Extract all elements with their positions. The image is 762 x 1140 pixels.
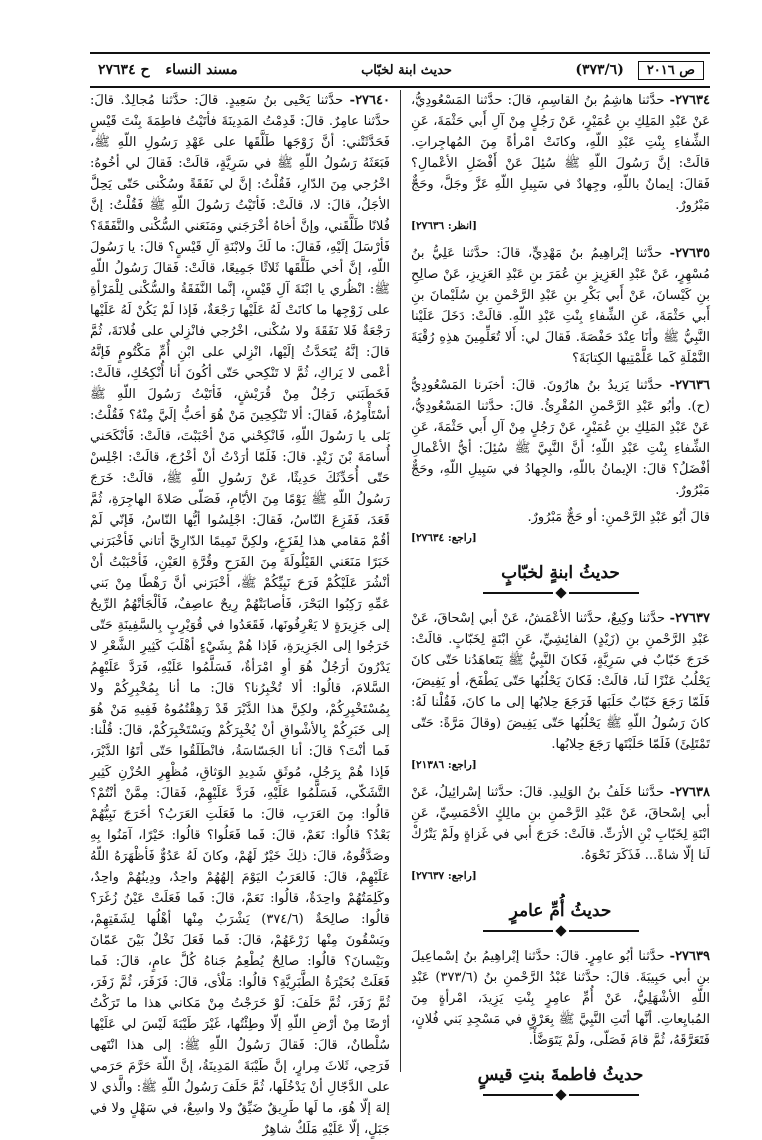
hadith-27638 [411,782,710,887]
hadith-text: حدَّثنا خَلَفُ بنُ الوَلِيدِ. قالَ: حدَّثنا إسْرائِيلُ، عَنْ أبي إسْحاقَ، عَنْ عَبْدِ الرَّحْمنِ بنِ مالِكٍ الأحْمَسِيِّ، عَنِ ابْنَةِ لِخَبّابِ بْنِ الأرَتِّ. قالَتْ: خَرَجَ أبي في غَزاةٍ ولَمْ يَتْرُكْ لَنا إلّا شاةً... فَذَكَرَ نَحْوَهُ. [411,785,710,863]
page-header [90,52,710,88]
hadith-27636 [411,375,710,501]
text-columns [90,90,710,1137]
hadith-text: حدَّثنا إبْراهِيمُ بنُ مَهْدِيٍّ، قالَ: حدَّثنا عَلِيُّ بنُ مُسْهِرٍ، عَنْ عَبْدِ العَزِيزِ بنِ عُمَرَ بنِ عَبْدِ العَزِيزِ، عَنْ صالِحِ بنِ كَيْسانَ، عَنْ أَبي بَكْرِ بنِ عَبْدِ الرَّحْمنِ بنِ سُلَيْمانَ بنِ أَبي حَثْمَةَ، عَنِ الشِّفاءِ بِنْتِ عَبْدِ اللّهِ. قالَتْ: دَخَلَ عَلَيْنا النَّبِيُّ ﷺ وأنَا عِنْدَ حَفْصَةَ. فَقالَ لي: أَلا تُعَلِّمِينَ هذِهِ رُقْيَةَ النَّمْلَةِ كَما عَلَّمْتِيها الكِتابَةَ؟ [411,246,710,366]
page-number: ص ٢٠١٦ [638,61,704,80]
hadith-27639 [411,946,710,1051]
cross-reference: [راجع: ٢٧٦٣٤] [411,532,477,544]
hadith-27634 [411,90,710,237]
hadith-number: ٢٧٦٣٩- [669,949,710,964]
hadith-number: ٢٧٦٤٠- [349,93,390,108]
hadith-tail: قالَ أبُو عَبْدِ الرَّحْمنِ: أو حَجٌّ مَبْرُورٌ. [527,510,710,525]
musnad-title: مسند النساء [165,62,238,78]
hadith-27637 [411,608,710,776]
ornament-line [483,1094,553,1096]
hadith-text: حدَّثنا هاشِمُ بنُ القاسِمِ، قالَ: حدَّثنا المَسْعُودِيُّ، عَنْ عَبْدِ المَلِكِ بنِ عُمَيْرٍ، عَنْ رَجُلٍ مِنْ آلِ أَبي حَثْمَةَ، عَنِ الشِّفاءِ بِنْتِ عَبْدِ اللّهِ، وكانَتْ امْرأةً مِنَ المُهاجِراتِ. قالَتْ: إنَّ رَسُولَ اللّهِ ﷺ سُئِلَ عَنْ أَفْضَلِ الأعْمالِ؟ فَقالَ: إيمانٌ باللّهِ، وجِهادٌ في سَبِيلِ اللّهِ عَزَّ وجَلَّ، وحَجٌّ مَبْرُورٌ. [411,93,710,213]
hadith-text: حدَّثنا يَحْيى بنُ سَعِيدٍ. قالَ: حدَّثنا مُجالِدٌ. قالَ: حدَّثنا عامِرٌ. قالَ: قَدِمْتُ المَدِينَةَ فأتَيْتُ فاطِمَةَ بِنْتَ قَيْسٍ فَحَدَّثَتْني: أنَّ زَوْجَها طَلَّقَها على عَهْدِ رَسُولِ اللّهِ ﷺ، فَبَعَثَهُ رَسُولُ اللّهِ ﷺ في سَرِيَّةٍ، قالَتْ: فَقالَ لي أخُوهُ: اخْرُجي مِنَ الدّارِ، فَقُلْتُ: إنَّ لي نَفَقَةً وسُكْنى حَتّى يَحِلَّ الأجَلُ، قالَ: لا، قالَتْ: فَأتَيْتُ رَسُولَ اللّهِ ﷺ فَقُلْتُ: إنَّ فُلانًا طَلَّقَني، وإنَّ أخاهُ أخْرَجَني ومَنَعَني السُّكْنى والنَّفَقَةَ؟ فَأرْسَلَ إلَيْهِ، فَقالَ: ما لَكَ ولابْنَةِ آلِ قَيْسٍ؟ قالَ: يا رَسُولَ اللّهِ، إنَّ أخي طَلَّقَها ثَلاثًا جَمِيعًا، قالَتْ: فَقالَ رَسُولُ اللّهِ ﷺ: انْظُري يا ابْنَةَ آلِ قَيْسٍ، إنَّما النَّفَقَةُ والسُّكْنى لِلْمَرْأةِ على زَوْجِها ما كانَتْ لَهُ عَلَيْها رَجْعَةٌ، فَإذا لَمْ يَكُنْ لَهُ عَلَيْها رَجْعَةٌ فَلا نَفَقَةَ ولا سُكْنى، اخْرُجي فانْزِلي على فُلانَةَ، ثُمَّ قالَ: إنَّهُ يُتَحَدَّثُ إلَيْها، انْزِلي على ابْنِ أُمِّ مَكْتُومٍ فَإنَّهُ أعْمى لا يَراكِ، ثُمَّ لا تَنْكِحي حَتّى أكُونَ أنا أُنْكِحُكِ، قالَتْ: فَخَطَبَني رَجُلٌ مِنْ قُرَيْشٍ، فَأتَيْتُ رَسُولَ اللّهِ ﷺ أسْتَأْمِرُهُ، فَقالَ: ألا تَنْكِحِينَ مَنْ هُوَ أحَبُّ إلَيَّ مِنْهُ؟ فَقُلْتُ: بَلى يا رَسُولَ اللّهِ، فَانْكِحْني مَنْ أحْبَبْتَ، قالَتْ: فَأنْكَحَني أُسامَةَ بْنَ زَيْدٍ. قالَ: فَلَمّا أرَدْتُ أنْ أخْرُجَ، قالَتْ: اجْلِسْ حَتّى أُحَدِّثَكَ حَدِيثًا، عَنْ رَسُولِ اللّهِ ﷺ، قالَتْ: خَرَجَ رَسُولُ اللّهِ ﷺ يَوْمًا مِنَ الأيّامِ، فَصَلّى صَلاةَ الهاجِرَةِ، ثُمَّ قَعَدَ، فَفَزِعَ النّاسُ، فَقالَ: اجْلِسُوا أيُّها النّاسُ، فَإنّي لَمْ أقُمْ مَقامي هذا لِفَزَعٍ، ولكِنَّ تَمِيمًا الدّارِيَّ أتاني فَأخْبَرَني خَبَرًا مَنَعَني القَيْلُولَةَ مِنَ الفَرَحِ وقُرَّةِ العَيْنِ، فَأحْبَبْتُ أنْ أنْشُرَ عَلَيْكُمْ فَرَحَ نَبِيِّكُمْ ﷺ، أخْبَرَني أنَّ رَهْطًا مِنْ بَني عَمِّهِ رَكِبُوا البَحْرَ، فَأصابَتْهُمْ رِيحٌ عاصِفٌ، فَألْجَأتْهُمُ الرِّيحُ إلى جَزِيرَةٍ لا يَعْرِفُونَها، فَقَعَدُوا في قُوَيْرِبٍ بِالسَّفِينَةِ حَتّى خَرَجُوا إلى الجَزِيرَةِ، فَإذا هُمْ بِشَيْءٍ أهْلَبَ كَثِيرِ الشَّعْرِ لا يَدْرُونَ أرَجُلٌ هُوَ أوِ امْرَأةٌ، فَسَلَّمُوا عَلَيْهِ، فَرَدَّ عَلَيْهِمُ السَّلامَ، قالُوا: ألا تُخْبِرُنا؟ قالَ: ما أنا بِمُخْبِرِكُمْ ولا بِمُسْتَخْبِرِكُمْ، ولكِنَّ هذا الدَّيْرَ قَدْ رَهِقْتُمُوهُ فَفِيهِ مَنْ هُوَ إلى خَبَرِكُمْ بِالأشْواقِ أنْ يُخْبِرَكُمْ ويَسْتَخْبِرَكُمْ، قالَ: قُلْنا: فَما أنْتَ؟ قالَ: أنا الجَسّاسَةُ، فانْطَلَقُوا حَتّى أتَوُا الدَّيْرَ، فَإذا هُمْ بِرَجُلٍ، مُوثَقٍ شَدِيدِ الوَثاقِ، مُظْهِرِ الحُزْنِ كَثِيرِ التَّشَكّي، فَسَلَّمُوا عَلَيْهِ، فَرَدَّ عَلَيْهِمْ، فَقالَ: مِمَّنْ أنْتُمْ؟ قالُوا: مِنَ العَرَبِ، قالَ: ما فَعَلَتِ العَرَبُ؟ أخَرَجَ نَبِيُّهُمْ بَعْدُ؟ قالُوا: نَعَمْ، قالَ: فَما فَعَلُوا؟ قالُوا: خَيْرًا، آمَنُوا بِهِ وصَدَّقُوهُ، قالَ: ذلِكَ خَيْرٌ لَهُمْ، وكانَ لَهُ عَدُوٌّ فَأظْهَرَهُ اللّهُ عَلَيْهِمْ، قالَ: فَالعَرَبُ اليَوْمَ إلهُهُمْ واحِدٌ، ودِينُهُمْ واحِدٌ، وكَلِمَتُهُمْ واحِدَةٌ، قالُوا: نَعَمْ، قالَ: فَما فَعَلَتْ عَيْنُ زُغَرَ؟ قالُوا: صالِحَةٌ (٣٧٤/٦) يَشْرَبُ مِنْها أهْلُها لِشَفَتِهِمْ، ويَسْقُونَ مِنْها زَرْعَهُمْ، قالَ: فَما فَعَلَ نَخْلٌ بَيْنَ عَمّانَ وبَيْسانَ؟ قالُوا: صالِحٌ يُطْعِمُ جَناهُ كُلَّ عامٍ، قالَ: فَما فَعَلَتْ بُحَيْرَةُ الطَّبَرِيَّةِ؟ قالُوا: مَلْأى، قالَ: فَزَفَرَ، ثُمَّ زَفَرَ، ثُمَّ زَفَرَ، ثُمَّ حَلَفَ: لَوْ خَرَجْتُ مِنْ مَكاني هذا ما تَرَكْتُ أرْضًا مِنْ أرْضِ اللّهِ إلّا وطِئْتُها، غَيْرَ طَيْبَةَ لَيْسَ لي عَلَيْها سُلْطانٌ، قالَ: فَقالَ رَسُولُ اللّهِ ﷺ: إلى هذا انْتَهى فَرَحِي، ثَلاثَ مِرارٍ، إنَّ طَيْبَةَ المَدِينَةُ، إنَّ اللّهَ حَرَّمَ حَرَمي على الدَّجّالِ أنْ يَدْخُلَها، ثُمَّ حَلَفَ رَسُولُ اللّهِ ﷺ: والَّذي لا إلهَ إلّا هُوَ، ما لَها طَرِيقٌ ضَيِّقٌ ولا واسِعٌ، في سَهْلٍ ولا في جَبَلٍ، إلّا عَلَيْهِ مَلَكٌ شاهِرٌ [90,93,390,1137]
hadith-number: ٢٧٦٣٧- [669,611,710,626]
hadith-number: ٢٧٦٣٦- [669,378,710,393]
ornament-line [569,930,639,932]
ornament-line [483,592,553,594]
right-column [400,90,710,1085]
ornament-line [569,592,639,594]
hadith-number: ٢٧٦٣٤- [669,93,710,108]
left-column [90,90,400,1137]
ornament-line [569,1094,639,1096]
cross-reference: [انظر: ٢٧٦٣٦] [411,220,477,232]
section-title-umm-amir: حديثُ أُمِّ عامرٍ [509,901,612,921]
hadith-text: حدَّثنا وكِيعٌ، حدَّثنا الأعْمَشُ، عَنْ أبي إسْحاقَ، عَنْ عَبْدِ الرَّحْمنِ بنِ (زَيْدٍ) الفائِشِيِّ، عَنِ ابْنَةٍ لِخَبّابٍ. قالَتْ: خَرَجَ خَبّابٌ في سَرِيَّةٍ، فَكانَ النَّبِيُّ ﷺ يَتَعاهَدُنا حَتّى كانَ يَحْلُبُ عَنْزًا لَنا، قالَتْ: فَكانَ يَحْلُبُها حَتّى يَطْفَحَ، أو يَفِيضَ، فَلَمّا رَجَعَ خَبّابٌ حَلَبَها فَرَجَعَ حِلابُها إلى ما كانَ، فَقُلْنا لَهُ: كانَ رَسُولُ اللّهِ ﷺ يَحْلُبُها حَتّى يَفِيضَ (وقالَ مَرَّةً: حَتّى تَمْتَلِئَ) فَلَمّا حَلَبْتَها رَجَعَ حِلابُها. [411,611,710,752]
ornament-diamond-icon [555,925,566,936]
title-ornament [411,1090,710,1100]
title-ornament [411,588,710,598]
section-title-fatima-bint-qays: حديثُ فاطمةَ بنتِ قيسٍ [477,1065,644,1085]
cross-reference: [راجع: ٢١٣٨٦] [411,759,477,771]
section-running-title: حديث ابنة لخبّاب [361,62,452,78]
hadith-number: ٢٧٦٣٥- [669,246,710,261]
hadith-number: ٢٧٦٣٨- [669,785,710,800]
ornament-line [483,930,553,932]
section-title-khabbab: حديثُ ابنةٍ لخبّابٍ [501,563,620,583]
title-ornament [411,926,710,936]
volume-reference: (٣٧٣/٦) [575,62,624,78]
hadith-text: حدَّثنا أبُو عامِرٍ. قالَ: حدَّثنا إبْراهِيمُ بنُ إسْماعِيلَ بنِ أبي حَبِيبَةَ. قالَ: حدَّثنا عَبْدُ الرَّحْمنِ بنُ (٣٧٣/٦) عَبْدِ اللّهِ الأشْهَلِيُّ، عَنْ أُمِّ عامِرٍ بِنْتِ يَزِيدَ، امْرأةٍ مِنَ المُبايِعاتِ. أنَّها أتَتِ النَّبِيَّ ﷺ بِعَرْقٍ في مَسْجِدِ بَني فُلانٍ، فَتَعَرَّقَهُ، ثُمَّ قامَ فَصَلّى، ولَمْ يَتَوَضَّأْ. [411,949,710,1048]
hadith-27635 [411,243,710,369]
ornament-diamond-icon [555,1089,566,1100]
hadith-text: حدَّثنا يَزيدُ بنُ هارُونَ. قالَ: أخبَرنا المَسْعُودِيُّ (ح). وأبُو عَبْدِ الرَّحْمنِ المُقْرِئُ. قالَ: حدَّثنا المَسْعُودِيُّ، عَنْ عَبْدِ المَلِكِ بنِ عُمَيْرٍ، عَنْ رَجُلٍ مِنْ آلِ أَبي حَثْمَةَ، عَنِ الشِّفاءِ بِنْتِ عَبْدِ اللّهِ؛ أنَّ النَّبِيَّ ﷺ سُئِلَ: أيُّ الأعْمالِ أفْضَلُ؟ قالَ: الإيمانُ باللّهِ، والجِهادُ في سَبِيلِ اللّهِ، وحَجٌّ مَبْرُورٌ. [411,378,710,498]
cross-reference: [راجع: ٢٧٦٣٧] [411,870,477,882]
ornament-diamond-icon [555,587,566,598]
hadith-range: ح ٢٧٦٣٤ [98,62,150,78]
hadith-27640 [90,90,390,1140]
hadith-27636-tail [411,507,710,549]
